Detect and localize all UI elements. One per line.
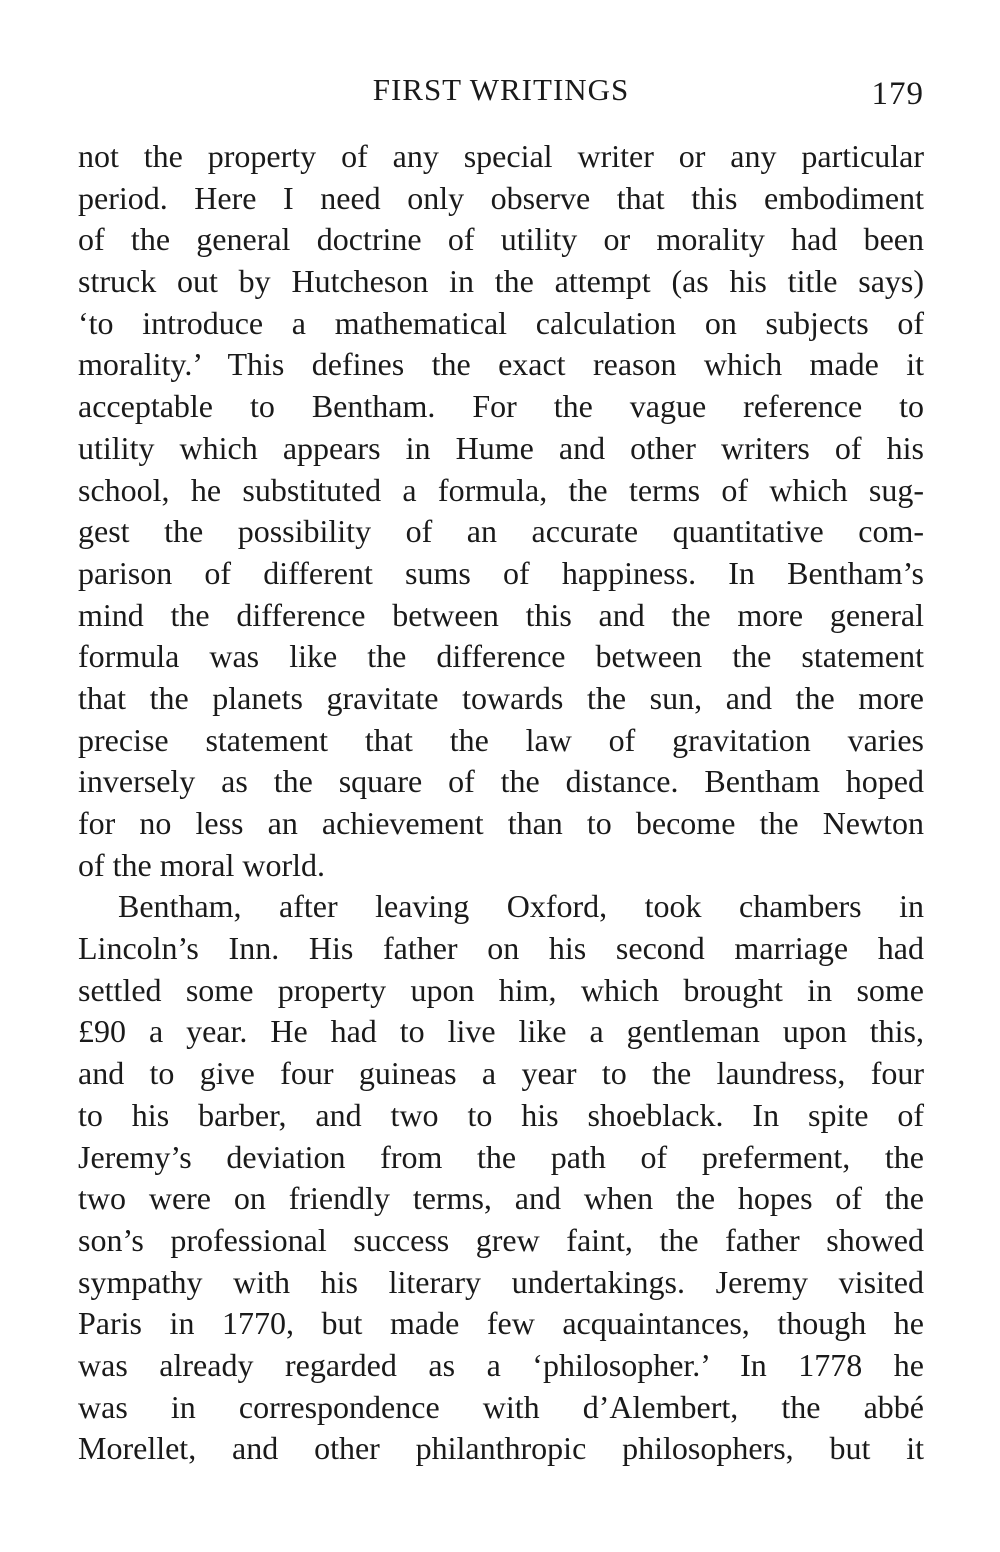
page-number: 179	[871, 76, 924, 112]
text-line: and to give four guineas a year to the laundress, four	[78, 1055, 924, 1092]
body-text	[78, 136, 924, 1470]
text-line: to his barber, and two to his shoeblack. In spite of	[78, 1096, 924, 1133]
text-line: Lincoln’s Inn. His father on his second marriage had	[78, 930, 924, 967]
running-head	[78, 66, 924, 114]
text-line: Bentham, after leaving Oxford, took chambers in	[118, 888, 924, 925]
text-line: utility which appears in Hume and other writers of his	[78, 429, 924, 466]
text-line: acceptable to Bentham. For the vague reference to	[78, 388, 924, 425]
text-line: parison of different sums of happiness. In Bentham’s	[78, 554, 924, 591]
text-line: morality.’ This defines the exact reason which made it	[78, 346, 924, 383]
text-line: Jeremy’s deviation from the path of preferment, the	[78, 1138, 924, 1175]
text-line: of the moral world.	[78, 846, 326, 883]
text-line: ‘to introduce a mathematical calculation on subjects of	[78, 304, 924, 341]
text-line: school, he substituted a formula, the terms of which sug-	[78, 471, 924, 508]
text-line: was already regarded as a ‘philosopher.’ In 1778 he	[78, 1346, 924, 1383]
text-line: that the planets gravitate towards the sun, and the more	[78, 679, 924, 716]
text-line: not the property of any special writer or any particular	[78, 138, 924, 174]
text-line: formula was like the difference between the statement	[78, 638, 924, 675]
text-line: son’s professional success grew faint, the father showed	[78, 1221, 924, 1258]
text-line: sympathy with his literary undertakings. Jeremy visited	[78, 1263, 924, 1300]
text-line: settled some property upon him, which brought in some	[78, 971, 924, 1008]
text-line: of the general doctrine of utility or morality had been	[78, 221, 924, 258]
running-title: FIRST WRITINGS	[372, 72, 630, 107]
text-line: struck out by Hutcheson in the attempt (as his title says)	[78, 263, 924, 300]
text-line: £90 a year. He had to live like a gentleman upon this,	[78, 1013, 924, 1050]
text-line: mind the difference between this and the more general	[78, 596, 924, 633]
text-line: gest the possibility of an accurate quantitative com-	[78, 513, 924, 550]
text-line: period. Here I need only observe that this embodiment	[78, 179, 924, 216]
text-line: two were on friendly terms, and when the hopes of the	[78, 1180, 924, 1217]
text-line: for no less an achievement than to become the Newton	[78, 805, 924, 841]
text-line: inversely as the square of the distance. Bentham hoped	[78, 763, 924, 800]
text-line: Morellet, and other philanthropic philosophers, but it	[78, 1430, 924, 1467]
text-line: was in correspondence with d’Alembert, the abbé	[78, 1388, 924, 1425]
text-line: Paris in 1770, but made few acquaintances, though he	[78, 1305, 924, 1342]
text-line: precise statement that the law of gravitation varies	[78, 721, 924, 758]
